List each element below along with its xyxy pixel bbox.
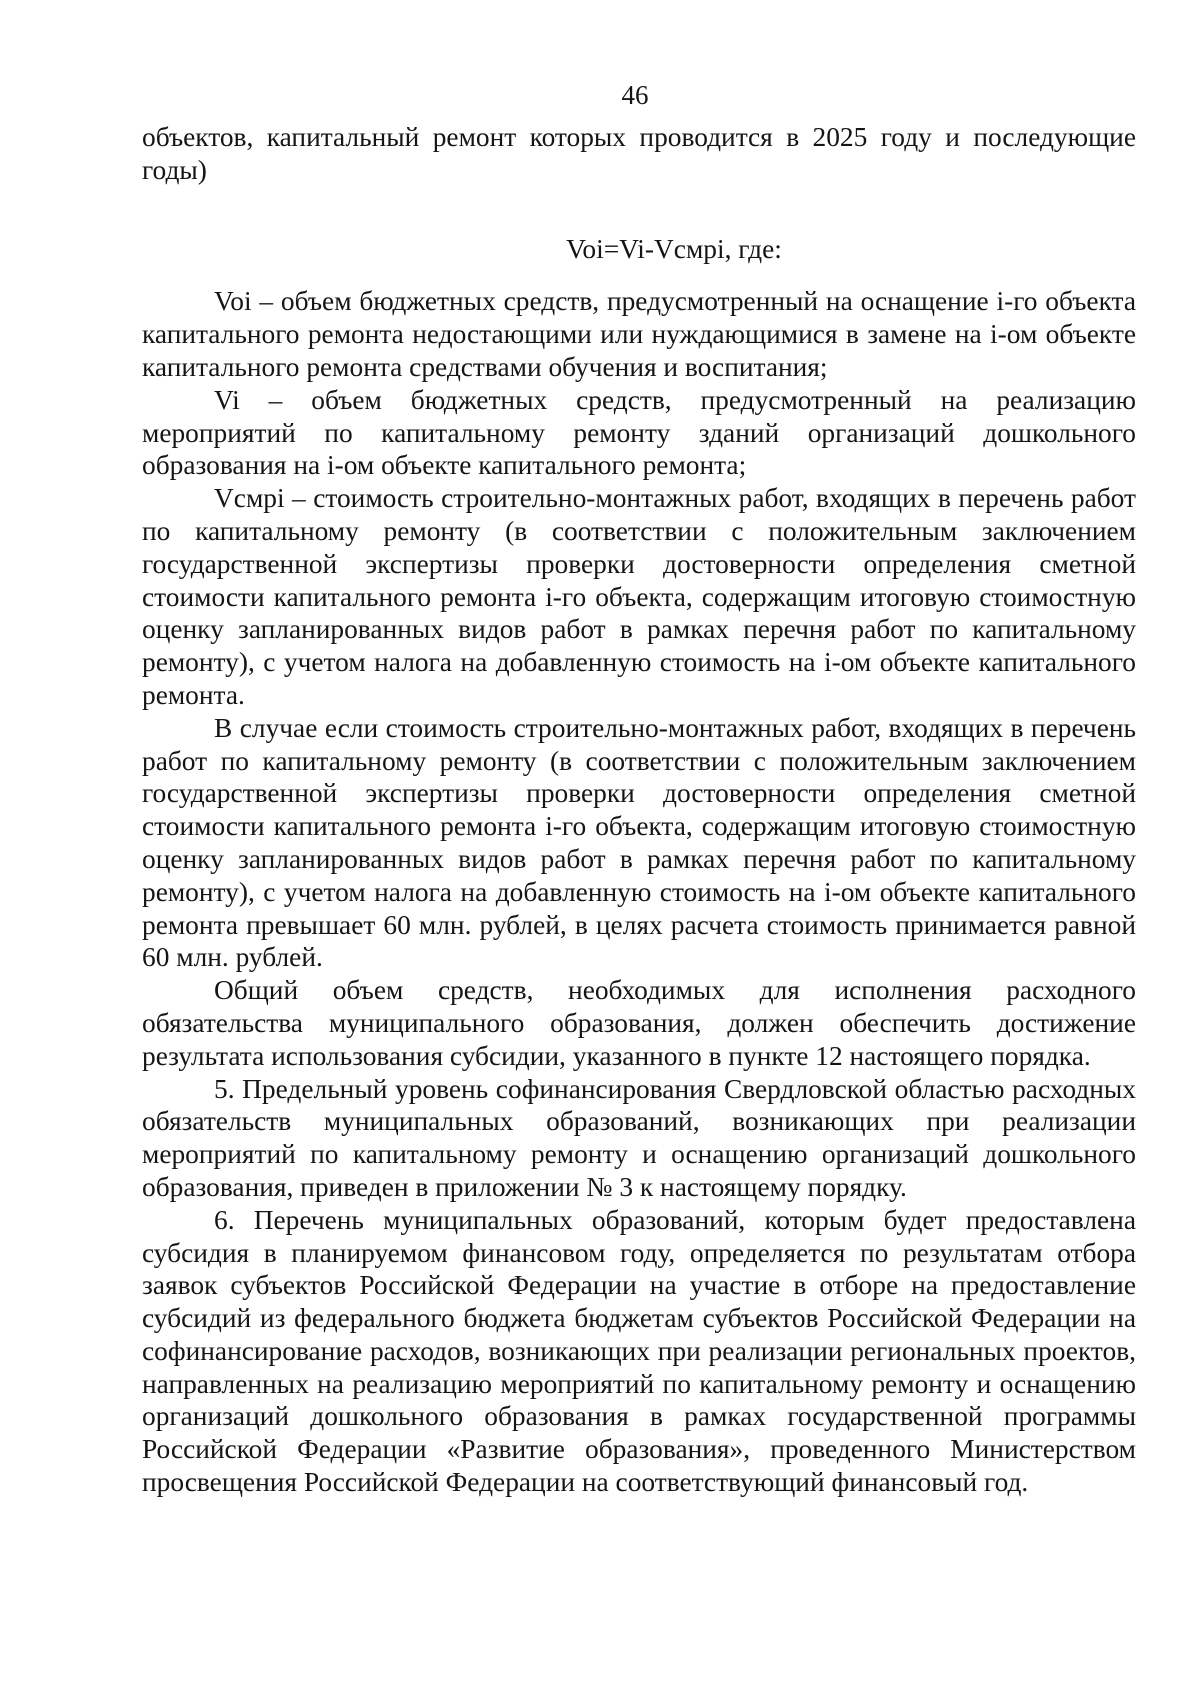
page-number: 46	[621, 80, 649, 110]
paragraph-cost-limit: В случае если стоимость строительно-монтажных работ, входящих в перечень работ по капитальному ремонту (в соответствии с положительным заключением государственной экспертизы проверки достоверности определения сметной стоимости капитального ремонта i-го объекта, содержащим итоговую стоимостную оценку запланированных видов работ в рамках перечня работ по капитальному ремонту), с учетом налога на добавленную стоимость на i-ом объекте капитального ремонта превышает 60 млн. рублей, в целях расчета стоимость принимается равной 60 млн. рублей.	[142, 712, 1136, 973]
formula: Voi=Vi-Vсмрi, где:	[566, 233, 782, 264]
paragraph-voi-definition: Voi – объем бюджетных средств, предусмотренный на оснащение i-го объекта капитального ремонта недостающими или нуждающимися в замене на i-ом объекте капитального ремонта средствами обучения и воспитания;	[142, 286, 1136, 382]
paragraph-item-6: 6. Перечень муниципальных образований, которым будет предоставлена субсидия в планируемом финансовом году, определяется по результатам отбора заявок субъектов Российской Федерации на участие в отборе на предоставление субсидий из федерального бюджета бюджетам субъектов Российской Федерации на софинансирование расходов, возникающих при реализации региональных проектов, направленных на реализацию мероприятий по капитальному ремонту и оснащению организаций дошкольного образования в рамках государственной программы Российской Федерации «Развитие образования», проведенного Министерством просвещения Российской Федерации на соответствующий финансовый год.	[142, 1204, 1136, 1498]
paragraph-continuation: объектов, капитальный ремонт которых проводится в 2025 году и последующие годы)	[142, 122, 1136, 185]
paragraph-item-5: 5. Предельный уровень софинансирования Свердловской областью расходных обязательств муниципальных образований, возникающих при реализации мероприятий по капитальному ремонту и оснащению организаций дошкольного образования, приведен в приложении № 3 к настоящему порядку.	[142, 1073, 1136, 1202]
paragraph-vsmri-definition: Vсмрi – стоимость строительно-монтажных работ, входящих в перечень работ по капитальному ремонту (в соответствии с положительным заключением государственной экспертизы проверки достоверности определения сметной стоимости капитального ремонта i-го объекта, содержащим итоговую стоимостную оценку запланированных видов работ в рамках перечня работ по капитальному ремонту), с учетом налога на добавленную стоимость на i-ом объекте капитального ремонта.	[142, 483, 1136, 710]
paragraph-total-volume: Общий объем средств, необходимых для исполнения расходного обязательства муниципального образования, должен обеспечить достижение результата использования субсидии, указанного в пункте 12 настоящего порядка.	[142, 975, 1136, 1071]
paragraph-vi-definition: Vi – объем бюджетных средств, предусмотренный на реализацию мероприятий по капитальному ремонту зданий организаций дошкольного образования на i-ом объекте капитального ремонта;	[142, 384, 1136, 481]
document-body	[142, 121, 1136, 1499]
